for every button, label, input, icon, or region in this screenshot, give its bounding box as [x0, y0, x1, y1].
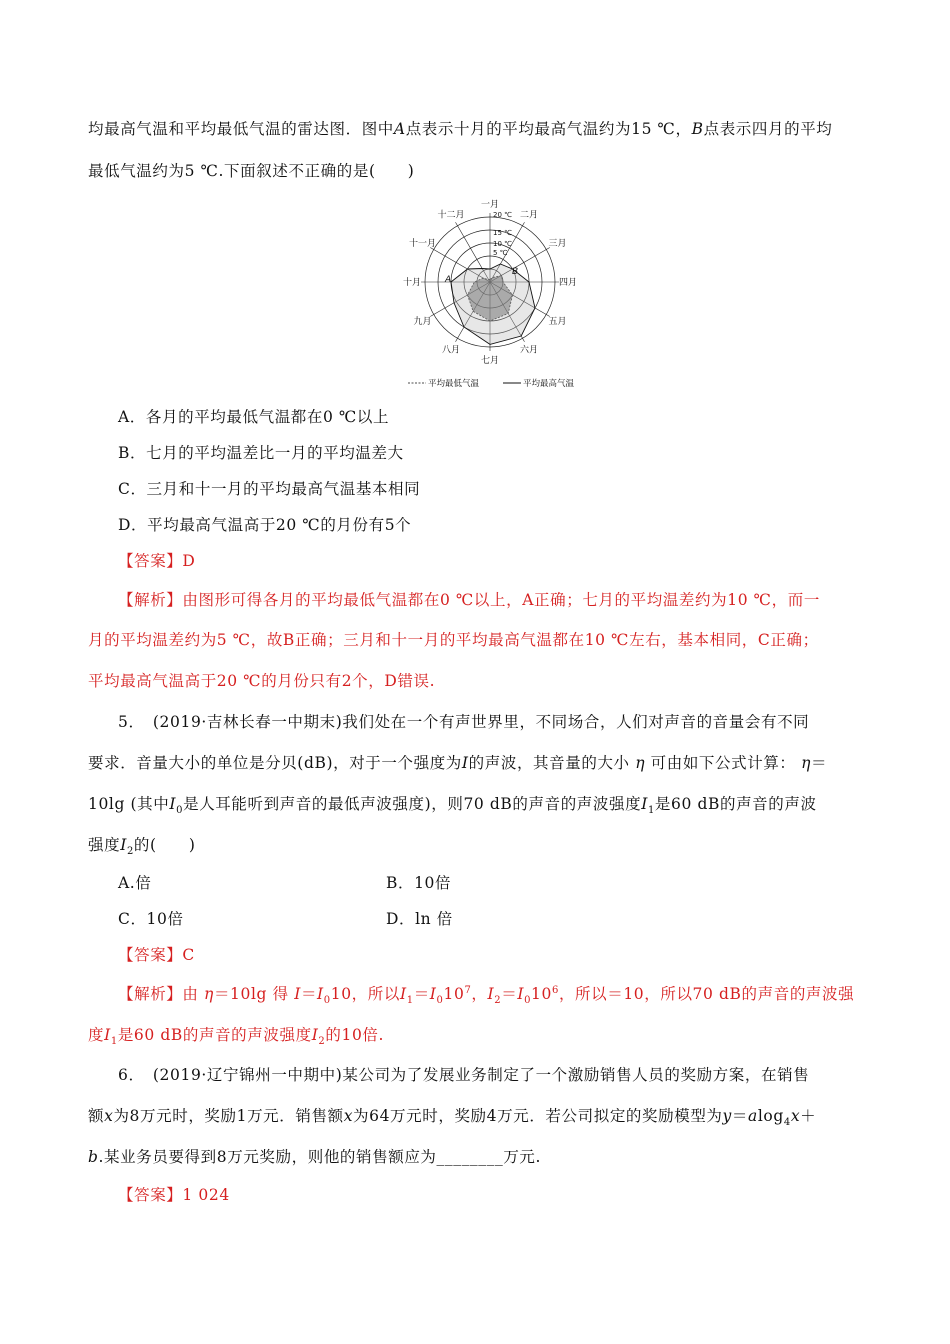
ring-label-20: 20 ℃	[493, 211, 512, 219]
q5-option-a: A.倍	[118, 874, 152, 892]
q6-line1: 6． (2019·辽宁锦州一中期中)某公司为了发展业务制定了一个激励销售人员的奖励方案，在销售	[118, 1066, 810, 1084]
q6-line3: b.某业务员要得到8万元奖励，则他的销售额应为________万元.	[88, 1148, 542, 1166]
month-label-1: 一月	[480, 200, 500, 210]
ring-label-15: 15 ℃	[493, 229, 512, 237]
month-label-3: 三月	[548, 239, 567, 249]
legend-low-label: 平均最低气温	[428, 379, 480, 389]
q6-answer: 【答案】1 024	[118, 1186, 230, 1204]
month-label-9: 九月	[413, 317, 432, 327]
q4-option-d: D．平均最高气温高于20 ℃的月份有5个	[118, 516, 412, 534]
q5-line4: 强度$I_2$的( )	[88, 836, 196, 858]
radar-chart	[390, 190, 590, 390]
month-label-6: 六月	[519, 345, 539, 356]
ring-label-10: 10 ℃	[493, 240, 512, 248]
q4-option-b: B．七月的平均温差比一月的平均温差大	[118, 444, 404, 462]
q4-stem-line2: 最低气温约为5 ℃.下面叙述不正确的是( )	[88, 162, 415, 180]
month-label-2: 二月	[519, 210, 539, 221]
q5-answer: 【答案】C	[118, 946, 195, 964]
q4-answer: 【答案】D	[118, 552, 196, 570]
month-label-11: 十一月	[408, 239, 436, 249]
q4-option-c: C．三月和十一月的平均最高气温基本相同	[118, 480, 421, 498]
q4-analysis-line1: 【解析】由图形可得各月的平均最低气温都在0 ℃以上，A正确；七月的平均温差约为10 ℃，而一	[118, 591, 820, 609]
month-label-5: 五月	[548, 317, 567, 327]
q4-stem-line1: 均最高气温和平均最低气温的雷达图．图中A点表示十月的平均最高气温约为15 ℃，B点表示四月的平均	[88, 120, 833, 138]
q5-option-b: B．10倍	[386, 874, 452, 892]
q4-analysis-line3: 平均最高气温高于20 ℃的月份只有2个，D错误.	[88, 672, 436, 690]
q4-analysis-line2: 月的平均温差约为5 ℃，故B正确；三月和十一月的平均最高气温都在10 ℃左右，基本相同，C正确；	[88, 631, 819, 649]
month-label-10: 十月	[402, 278, 422, 288]
month-label-4: 四月	[558, 278, 578, 288]
q5-analysis-line2: 度$I_1$是60 dB的声音的声波强度$I_2$的10倍.	[88, 1026, 385, 1048]
q5-option-d: D．ln 倍	[386, 910, 453, 928]
q6-line2: 额x为8万元时，奖励1万元．销售额x为64万元时，奖励4万元．若公司拟定的奖励模型为y＝alog$_4$x＋	[88, 1107, 817, 1129]
month-label-7: 七月	[480, 356, 500, 366]
ring-label-5: 5 ℃	[493, 249, 508, 257]
q5-analysis-line1: 【解析】由 η＝10lg 得 $I=I_010$，所以$I_1=I_010^7$，$I_2=I_010^6$，所以＝10，所以70 dB的声音的声波强	[118, 984, 855, 1007]
q5-option-c: C．10倍	[118, 910, 184, 928]
point-a-label: A	[445, 275, 452, 285]
q4-option-a: A．各月的平均最低气温都在0 ℃以上	[118, 408, 390, 426]
month-label-8: 八月	[441, 345, 461, 356]
month-label-12: 十二月	[437, 210, 465, 221]
point-b-label: B	[512, 267, 519, 277]
q5-line3: 10lg (其中$I_0$是人耳能听到声音的最低声波强度)，则70 dB的声音的声波强度$I_1$是60 dB的声音的声波	[88, 795, 817, 817]
q5-line2: 要求．音量大小的单位是分贝(dB)，对于一个强度为I的声波，其音量的大小 η 可由如下公式计算： η＝	[88, 754, 828, 772]
q5-line1: 5． (2019·吉林长春一中期末)我们处在一个有声世界里，不同场合，人们对声音的音量会有不同	[118, 713, 810, 731]
high-temp-polygon	[451, 264, 535, 344]
legend-high-label: 平均最高气温	[523, 379, 575, 389]
